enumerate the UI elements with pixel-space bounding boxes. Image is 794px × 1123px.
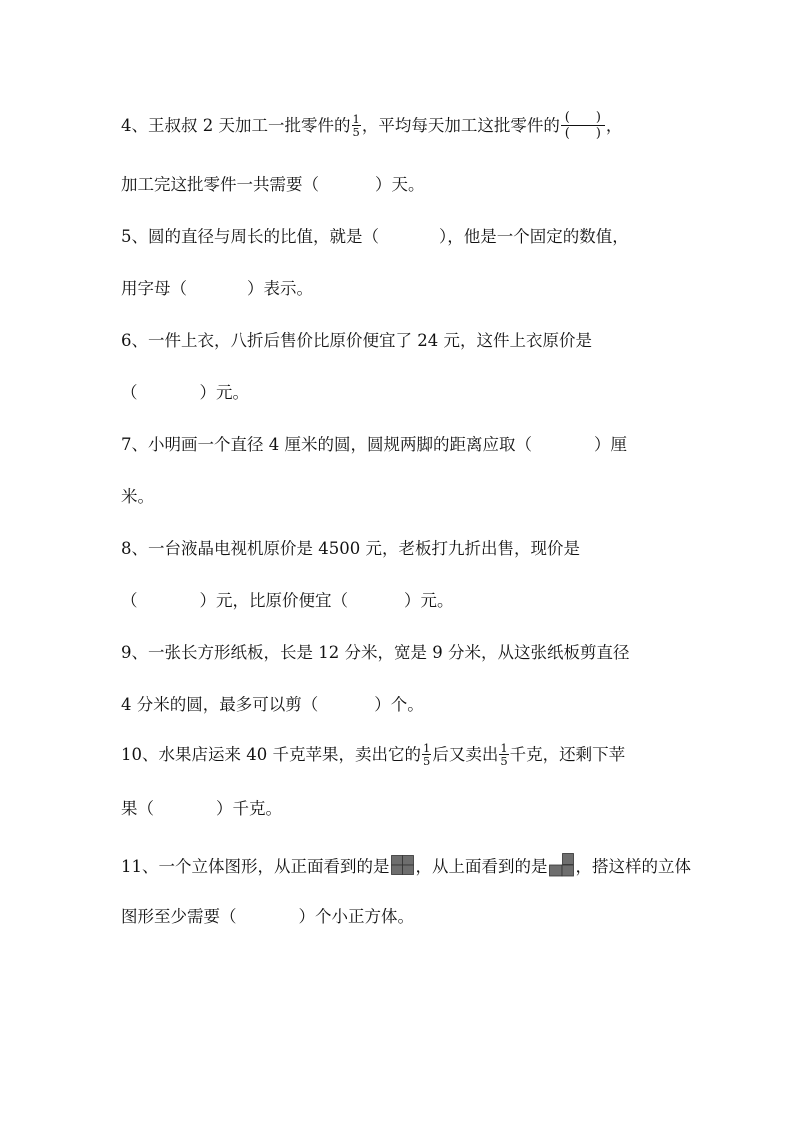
question-7-line-2 [121, 484, 681, 510]
question-9-line-1 [121, 640, 681, 666]
question-6-line-2 [121, 380, 681, 406]
fraction-numerator: 1 [500, 741, 508, 755]
fraction-numerator: 1 [422, 741, 431, 755]
q10-text-d: 果（ [121, 799, 154, 818]
fraction-denominator: 5 [500, 754, 508, 768]
q4-answer-fraction-blank[interactable] [561, 110, 605, 141]
q7-text-a: 7、小明画一个直径 4 厘米的圆，圆规两脚的距离应取（ [121, 435, 532, 454]
q11-text-e: ）个小正方体。 [298, 907, 414, 926]
question-8-line-2 [121, 588, 681, 614]
question-8-line-1 [121, 536, 681, 562]
question-5-line-2 [121, 276, 681, 302]
fraction-denominator: 5 [352, 125, 360, 139]
q10-text-a: 10、水果店运来 40 千克苹果，卖出它的 [121, 745, 421, 764]
q10-text-e: ）千克。 [216, 799, 282, 818]
q6-text-b: （ [121, 383, 138, 402]
q6-text-c: ）元。 [199, 383, 249, 402]
q5-text-b: ），他是一个固定的数值， [439, 227, 629, 246]
q10-text-b: 后又卖出 [432, 745, 499, 764]
question-9-line-2 [121, 692, 681, 718]
q10-fraction-one-fifth-b [499, 742, 508, 767]
fraction-denominator: 5 [422, 754, 431, 768]
q8-text-a: 8、一台液晶电视机原价是 4500 元，老板打九折出售，现价是 [121, 539, 580, 558]
fraction-numerator-blank: ( ) [561, 110, 605, 126]
q11-text-b: ，从上面看到的是 [415, 857, 548, 876]
q4-text-a: 4、王叔叔 2 天加工一批零件的 [121, 116, 351, 135]
top-view-icon [549, 853, 575, 877]
question-6-line-1 [121, 328, 681, 354]
q8-text-b: （ [121, 591, 138, 610]
question-10-line-1 [121, 742, 681, 768]
front-view-icon [391, 855, 415, 875]
q8-text-c: ）元，比原价便宜（ [199, 591, 348, 610]
q4-fraction-one-fifth [352, 113, 361, 138]
fraction-denominator-blank: ( ) [564, 126, 601, 141]
question-11-line-1 [121, 854, 691, 880]
q9-text-b: 4 分米的圆，最多可以剪（ [121, 695, 319, 714]
q6-text-a: 6、一件上衣，八折后售价比原价便宜了 24 元，这件上衣原价是 [121, 331, 592, 350]
q10-fraction-one-fifth-a [422, 742, 431, 767]
q4-text-b: ，平均每天加工这批零件的 [361, 116, 560, 135]
q5-text-c: 用字母（ [121, 279, 187, 298]
q11-text-c: ，搭这样的立体 [575, 857, 691, 876]
q8-text-d: ）元。 [404, 591, 454, 610]
question-10-line-2 [121, 796, 681, 822]
q4-text-c: ， [605, 116, 623, 135]
q11-text-d: 图形至少需要（ [121, 907, 237, 926]
q5-text-a: 5、圆的直径与周长的比值，就是（ [121, 227, 379, 246]
q4-text-d: 加工完这批零件一共需要（ [121, 175, 319, 194]
q9-text-c: ）个。 [374, 695, 424, 714]
q11-text-a: 11、一个立体图形，从正面看到的是 [121, 857, 390, 876]
q7-text-b: ）厘 [594, 435, 627, 454]
question-7-line-1 [121, 432, 681, 458]
question-4-line-2 [121, 172, 681, 198]
question-11-line-2 [121, 904, 681, 930]
q7-text-c: 米。 [121, 487, 154, 506]
q10-text-c: 千克，还剩下苹 [509, 745, 626, 764]
q9-text-a: 9、一张长方形纸板，长是 12 分米，宽是 9 分米，从这张纸板剪直径 [121, 643, 630, 662]
q5-text-d: ）表示。 [247, 279, 313, 298]
q4-text-e: ）天。 [375, 175, 425, 194]
question-4-line-1 [121, 111, 681, 142]
fraction-numerator: 1 [352, 112, 360, 126]
question-5-line-1 [121, 224, 681, 250]
